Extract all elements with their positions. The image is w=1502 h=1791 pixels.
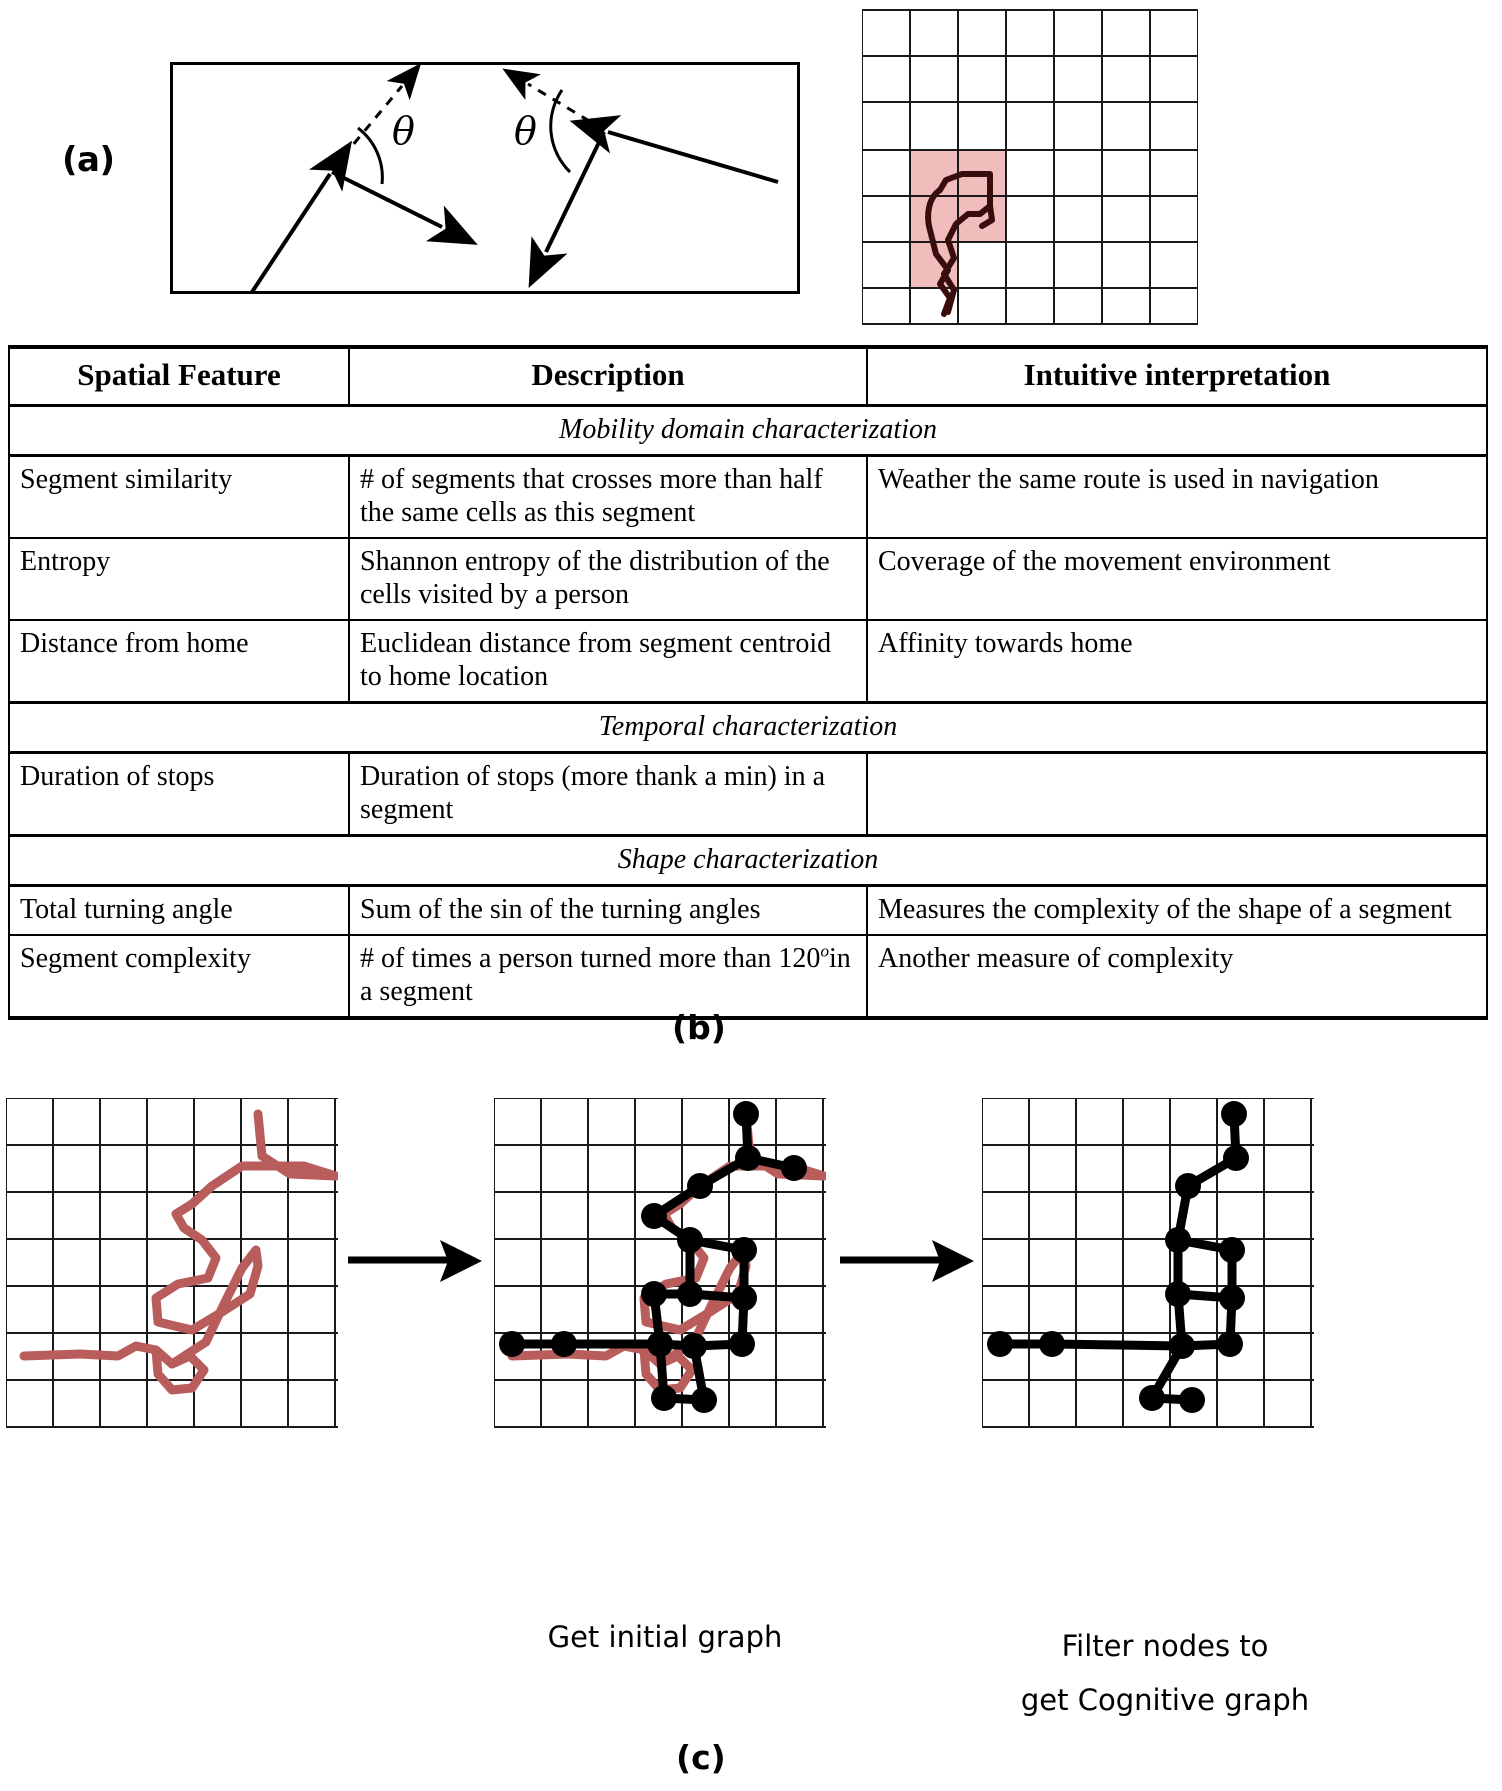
caption-filter-nodes [990, 1620, 1340, 1727]
trajectory-polyline [24, 1114, 336, 1390]
graph-nodes [987, 1101, 1249, 1413]
initial-graph-grid [494, 1098, 826, 1430]
description-prefix: # of times a person turned more than 120 [360, 942, 821, 974]
cell-description: Duration of stops (more thank a min) in a segment [349, 752, 867, 835]
panel-b-label: (b) [672, 1008, 726, 1047]
graph-edges [1000, 1114, 1236, 1400]
header-description: Description [349, 347, 867, 405]
right-dashed-extension [528, 84, 604, 130]
section-header-row [9, 702, 1487, 752]
description-suffix: in a segment [360, 942, 851, 1007]
turning-angle-diagram [170, 62, 800, 294]
caption-get-initial-graph: Get initial graph [547, 1620, 783, 1654]
table-row [9, 752, 1487, 835]
cell-description: Euclidean distance from segment centroid to home location [349, 620, 867, 703]
section-header-row [9, 835, 1487, 885]
right-theta-label: θ [514, 109, 537, 153]
cell-feature: Entropy [9, 538, 349, 620]
table-row [9, 935, 1487, 1018]
cell-description: Shannon entropy of the distribution of the cells visited by a person [349, 538, 867, 620]
cell-description: # of segments that crosses more than half the same cells as this segment [349, 455, 867, 538]
panel-a-label: (a) [62, 140, 115, 180]
arrow-right-icon-2 [836, 1230, 976, 1290]
cell-feature: Distance from home [9, 620, 349, 703]
table-row [9, 538, 1487, 620]
cell-feature: Duration of stops [9, 752, 349, 835]
cell-feature: Segment complexity [9, 935, 349, 1018]
section-title: Temporal characterization [9, 702, 1487, 752]
table-row [9, 620, 1487, 703]
caption-filter-line2: get Cognitive graph [1020, 1682, 1310, 1717]
cell-interpretation: Coverage of the movement environment [867, 538, 1487, 620]
raw-trajectory-grid [6, 1098, 338, 1430]
arrow-right-icon-1 [344, 1230, 484, 1290]
table-header-row [9, 347, 1487, 405]
cell-interpretation: Weather the same route is used in navigation [867, 455, 1487, 538]
right-incoming-vector [608, 132, 778, 182]
panel-c-label: (c) [676, 1738, 726, 1777]
graph-nodes [499, 1101, 807, 1413]
cell-interpretation: Affinity towards home [867, 620, 1487, 703]
table-row [9, 885, 1487, 935]
cell-interpretation [867, 752, 1487, 835]
section-title: Mobility domain characterization [9, 405, 1487, 455]
grid-lines [982, 1098, 1314, 1427]
table-row [9, 455, 1487, 538]
cell-feature: Total turning angle [9, 885, 349, 935]
header-spatial-feature: Spatial Feature [9, 347, 349, 405]
cognitive-graph-grid [982, 1098, 1314, 1430]
cell-interpretation: Another measure of complexity [867, 935, 1487, 1018]
cell-visit-grid [862, 2, 1198, 332]
section-title: Shape characterization [9, 835, 1487, 885]
degree-superscript: o [820, 941, 830, 961]
section-header-row [9, 405, 1487, 455]
grid-lines [6, 1098, 338, 1427]
header-interpretation: Intuitive interpretation [867, 347, 1487, 405]
caption-filter-line1: Filter nodes to [1061, 1629, 1269, 1663]
left-outgoing-vector [332, 172, 442, 227]
cell-description: Sum of the sin of the turning angles [349, 885, 867, 935]
cell-description-with-degree [349, 935, 867, 1018]
left-theta-label: θ [392, 109, 415, 153]
left-incoming-vector [252, 174, 330, 292]
cell-feature: Segment similarity [9, 455, 349, 538]
left-angle-arc [358, 128, 382, 184]
cell-interpretation: Measures the complexity of the shape of a segment [867, 885, 1487, 935]
spatial-feature-table [8, 345, 1488, 1020]
